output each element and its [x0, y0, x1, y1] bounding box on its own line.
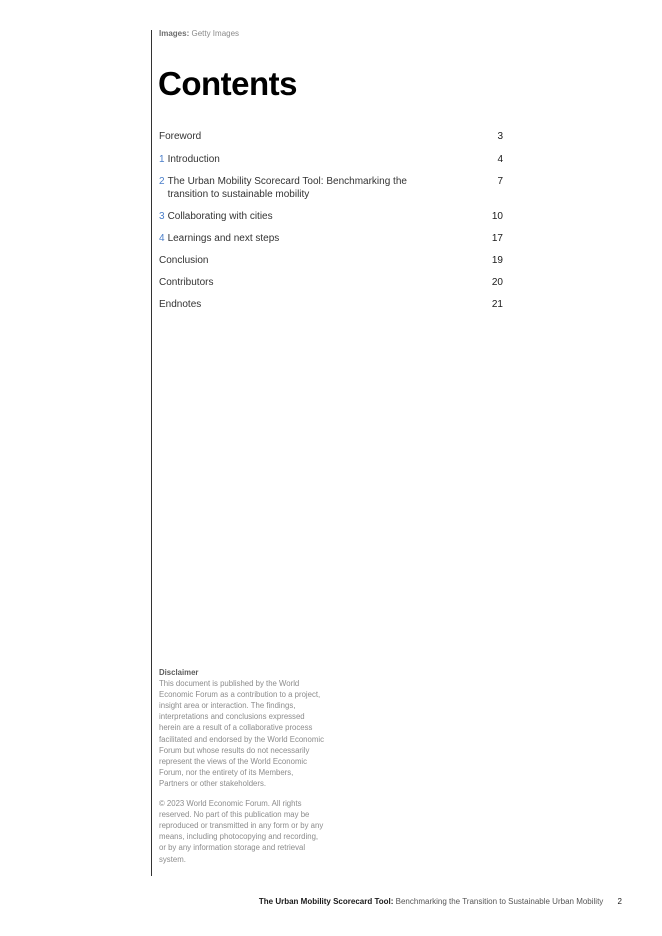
disclaimer-title: Disclaimer — [159, 668, 199, 677]
page-title: Contents — [158, 65, 297, 102]
toc-item-label[interactable]: Introduction — [167, 154, 220, 165]
toc-item-label[interactable]: Conclusion — [159, 255, 209, 266]
left-margin-rule — [151, 30, 152, 876]
toc-item-endnotes[interactable] — [159, 298, 503, 311]
disclaimer — [159, 667, 324, 865]
toc-item-label[interactable]: The Urban Mobility Scorecard Tool: Benchmarking the transition to sustainable mobility — [167, 176, 407, 200]
toc-item-page: 21 — [491, 299, 503, 310]
footer-publication-title: The Urban Mobility Scorecard Tool: — [258, 897, 394, 906]
image-credit — [159, 29, 239, 39]
toc-item-conclusion[interactable] — [159, 254, 503, 267]
toc-item-scorecard-tool[interactable] — [159, 175, 503, 201]
image-credit-value: Getty Images — [191, 29, 240, 38]
copyright-notice: © 2023 World Economic Forum. All rights reserved. No part of this publication may be reproduced or transmitted in any form or by any means, including photocopying and recording, or by any information storage and retrieval system. — [159, 799, 324, 864]
toc-item-number: 4 — [159, 233, 165, 244]
toc-item-label[interactable]: Collaborating with cities — [167, 211, 273, 222]
toc-item-number: 1 — [159, 154, 165, 165]
image-credit-label: Images: — [159, 29, 190, 38]
toc-item-contributors[interactable] — [159, 276, 503, 289]
footer-publication-subtitle: Benchmarking the Transition to Sustainable Urban Mobility — [395, 897, 604, 906]
toc-item-number: 3 — [159, 211, 165, 222]
toc-item-page: 4 — [497, 154, 503, 165]
toc-item-page: 7 — [497, 176, 503, 187]
toc-item-number: 2 — [159, 176, 165, 187]
disclaimer-body: This document is published by the World Economic Forum as a contribution to a project, insight area or interaction. The findings, interpretations and conclusions expressed herein are a result of a collaborative process facilitated and endorsed by the World Economic Forum but whose results do not necessarily represent the views of the World Economic Forum, nor the entirety of its Members, Partners or other stakeholders. — [159, 679, 324, 788]
toc-item-foreword[interactable] — [159, 130, 503, 143]
toc-item-label[interactable]: Contributors — [159, 277, 214, 288]
toc-item-page: 10 — [491, 211, 503, 222]
toc-item-page: 19 — [491, 255, 503, 266]
table-of-contents — [159, 130, 503, 311]
page-footer — [259, 897, 622, 907]
toc-item-page: 17 — [491, 233, 503, 244]
page-number: 2 — [617, 897, 622, 906]
toc-item-introduction[interactable] — [159, 153, 503, 166]
toc-item-label[interactable]: Foreword — [159, 131, 202, 142]
toc-item-learnings[interactable] — [159, 232, 503, 245]
toc-item-label[interactable]: Endnotes — [159, 299, 202, 310]
toc-item-collaborating[interactable] — [159, 210, 503, 223]
toc-item-page: 3 — [497, 131, 503, 142]
toc-item-page: 20 — [491, 277, 503, 288]
toc-item-label[interactable]: Learnings and next steps — [167, 233, 280, 244]
